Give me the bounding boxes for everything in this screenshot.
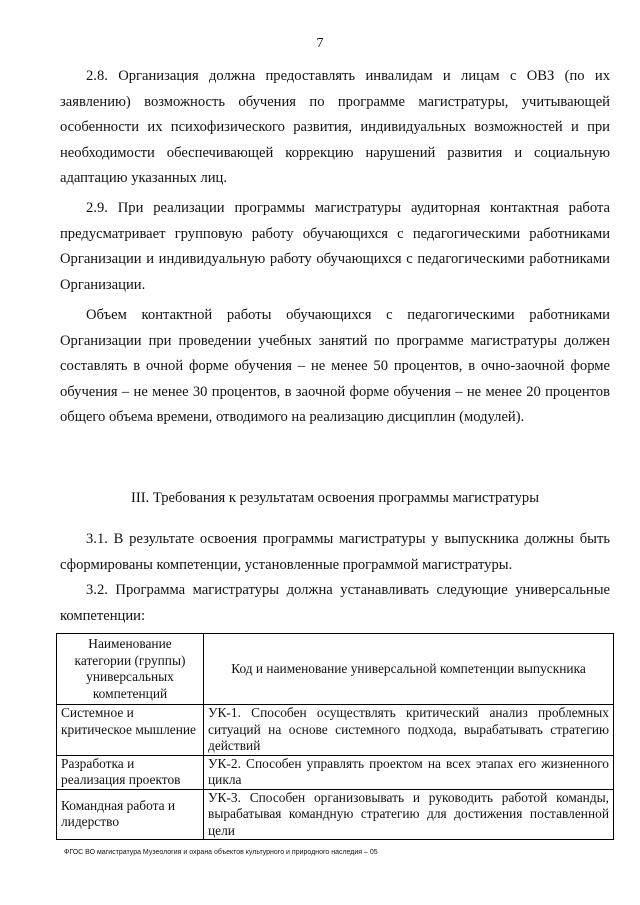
- paragraph-contact-volume: Объем контактной работы обучающихся с педагогическими работниками Организации при проведении учебных занятий по программе магистратуры должен составлять в очной форме обучения – не менее 50 процентов, в очно-заочной форме обучения – не менее 30 процентов, в заочной форме обучения – не менее 20 процентов общего объема времени, отводимого на реализацию дисциплин (модулей).: [60, 307, 610, 425]
- header-code-name: Код и наименование универсальной компетенции выпускника: [204, 634, 614, 705]
- table-header-row: [57, 634, 614, 705]
- row-category: Разработка и реализация проектов: [57, 755, 204, 789]
- table-row: [57, 705, 614, 756]
- row-category: Системное и критическое мышление: [57, 705, 204, 756]
- table-row: [57, 789, 614, 840]
- paragraph-3-1: 3.1. В результате освоения программы магистратуры у выпускника должны быть сформированы компетенции, установленные программой магистратуры.: [60, 531, 610, 573]
- document-footer: ФГОС ВО магистратура Музеология и охрана объектов культурного и природного наследия – 05: [64, 849, 378, 856]
- page-number: 7: [316, 36, 324, 51]
- row-description: УК-1. Способен осуществлять критический анализ проблемных ситуаций на основе системного подхода, вырабатывать стратегию действий: [204, 705, 614, 756]
- row-description: УК-2. Способен управлять проектом на всех этапах его жизненного цикла: [204, 755, 614, 789]
- row-category: Командная работа и лидерство: [57, 789, 204, 840]
- row-description: УК-3. Способен организовывать и руководить работой команды, вырабатывая командную стратегию для достижения поставленной цели: [204, 789, 614, 840]
- section-heading: III. Требования к результатам освоения программы магистратуры: [130, 490, 540, 506]
- competencies-table: [56, 633, 614, 840]
- paragraph-2-8: 2.8. Организация должна предоставлять инвалидам и лицам с ОВЗ (по их заявлению) возможность обучения по программе магистратуры, учитывающей особенности их психофизического развития, индивидуальных возможностей и при необходимости обеспечивающей коррекцию нарушений развития и социальную адаптацию указанных лиц.: [60, 68, 610, 186]
- paragraph-3-2: 3.2. Программа магистратуры должна устанавливать следующие универсальные компетенции:: [60, 582, 610, 624]
- paragraph-2-9: 2.9. При реализации программы магистратуры аудиторная контактная работа предусматривает групповую работу обучающихся с педагогическими работниками Организации и индивидуальную работу обучающихся с педагогическими работниками Организации.: [60, 200, 610, 293]
- header-category: Наименование категории (группы) универсальных компетенций: [57, 634, 204, 705]
- table-row: [57, 755, 614, 789]
